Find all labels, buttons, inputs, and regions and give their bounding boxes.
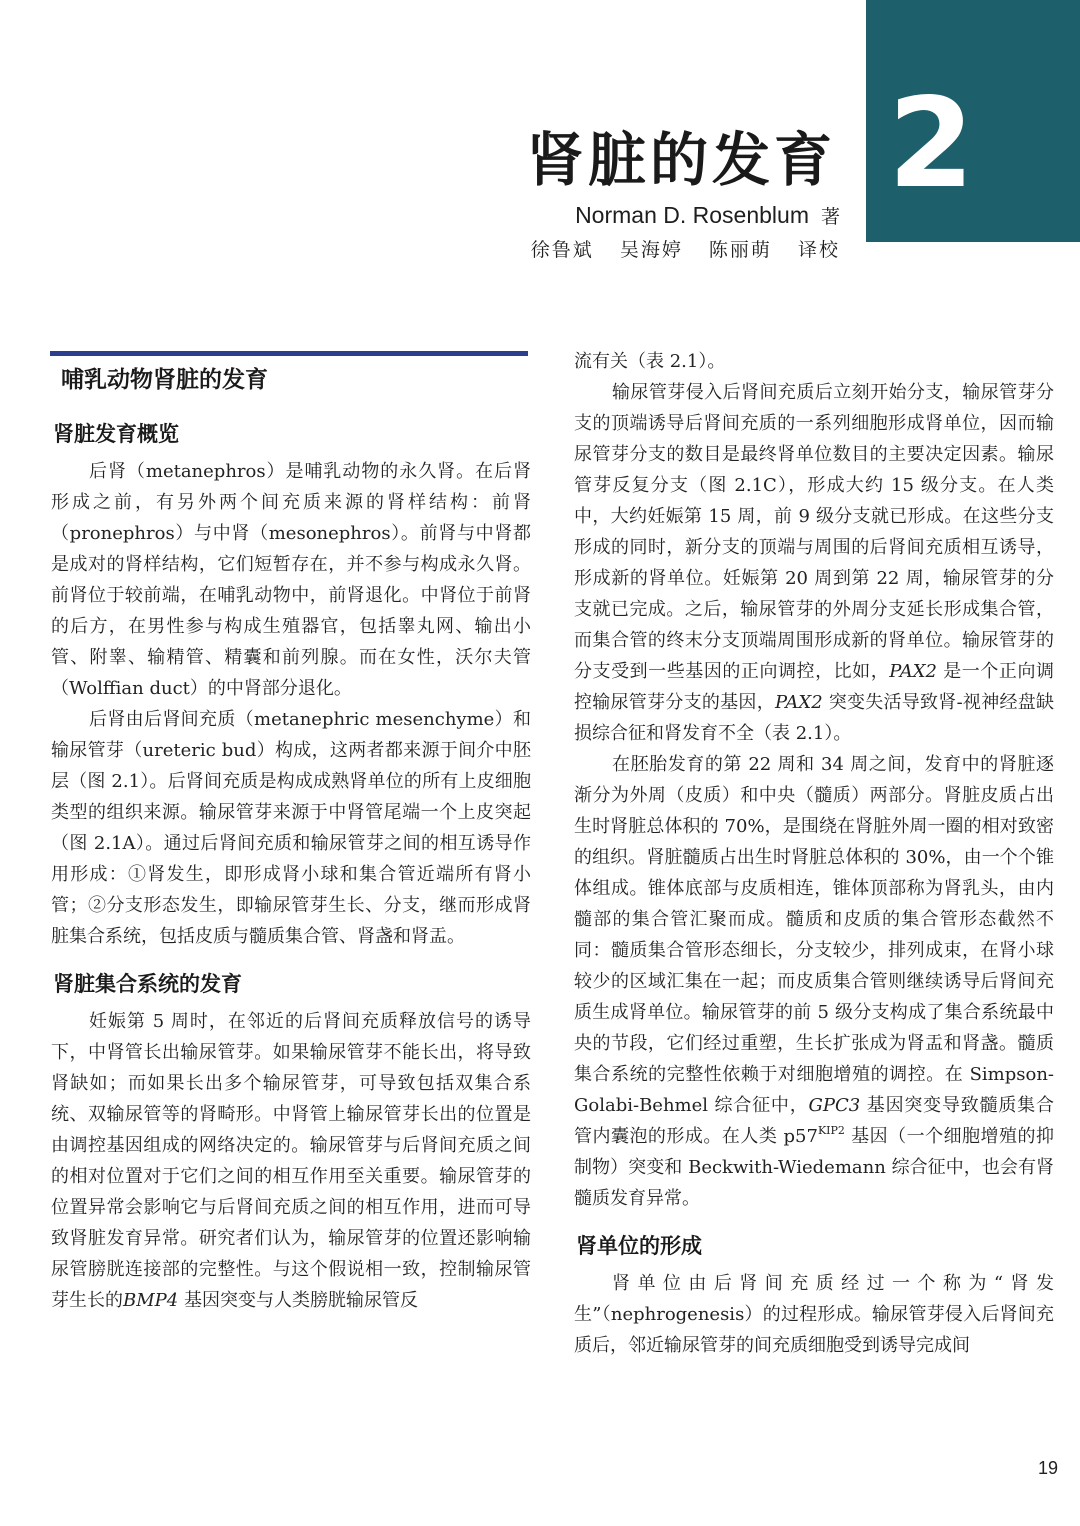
gene-name: PAX2: [889, 661, 937, 682]
author-role: 著: [820, 206, 840, 228]
paragraph: 在胚胎发育的第 22 周和 34 周之间，发育中的肾脏逐渐分为外周（皮质）和中央（髓质）两部分。肾脏皮质占出生时肾脏总体积的 70%，是围绕在肾脏外周一圈的相对致密的组织。肾脏髓质占出生时肾脏总体积的 30%，由一个个锥体组成。锥体底部与皮质相连，锥体顶部称为肾乳头，由内髓部的集合管汇聚而成。髓质和皮质的集合管形态截然不同：髓质集合管形态细长，分支较少，排列成束，在肾小球较少的区域汇集在一起；而皮质集合管则继续诱导后肾间充质生成肾单位。输尿管芽的前 5 级分支构成了集合系统最中央的节段，它们经过重塑，生长扩张成为肾盂和肾盏。髓质集合系统的完整性依赖于对细胞增殖的调控。在 Simpson-Golabi-Behmel 综合征中，GPC3 基因突变导致髓质集合管内囊泡的形成。在人类 $p57^{KIP2}$ 基因（一个细胞增殖的抑制物）突变和 Beckwith-Wiedemann 综合征中，也会有肾髓质发育异常。: [574, 754, 1054, 1209]
chapter-number: 2: [888, 72, 975, 216]
translator-name: 吴海婷: [619, 239, 683, 261]
page-number: 19: [1037, 1458, 1058, 1478]
translator-name: 徐鲁斌: [530, 239, 594, 261]
paragraph: 后肾（metanephros）是哺乳动物的永久肾。在后肾形成之前，有另外两个间充质来源的肾样结构：前肾（pronephros）与中肾（mesonephros）。前肾与中肾都是成对的肾样结构，它们短暂存在，并不参与构成永久肾。前肾位于较前端，在哺乳动物中，前肾退化。中肾位于前肾的后方，在男性参与构成生殖器官，包括睾丸网、输出小管、附睾、输精管、精囊和前列腺。而在女性，沃尔夫管（Wolffian duct）的中肾部分退化。: [51, 461, 531, 699]
paragraph: 肾单位由后肾间充质经过一个称为“肾发生”（nephrogenesis）的过程形成。输尿管芽侵入后肾间充质后，邻近输尿管芽的间充质细胞受到诱导完成间: [574, 1273, 1054, 1356]
author-line: [575, 200, 840, 232]
subsection-heading-collecting-system: 肾脏集合系统的发育: [53, 972, 242, 996]
subsection-heading-overview: 肾脏发育概览: [53, 422, 179, 446]
gene-name: GPC3: [808, 1095, 861, 1116]
left-column: [51, 358, 531, 1316]
paragraph: 后肾由后肾间充质（metanephric mesenchyme）和输尿管芽（ureteric bud）构成，这两者都来源于间介中胚层（图 2.1）。后肾间充质是构成成熟肾单位的所有上皮细胞类型的组织来源。输尿管芽来源于中肾管尾端一个上皮突起（图 2.1A）。通过后肾间充质和输尿管芽之间的相互诱导作用形成：①肾发生，即形成肾小球和集合管近端所有肾小管；②分支形态发生，即输尿管芽生长、分支，继而形成肾脏集合系统，包括皮质与髓质集合管、肾盏和肾盂。: [51, 709, 531, 947]
section-heading: 哺乳动物肾脏的发育: [61, 367, 268, 393]
gene-name: BMP4: [123, 1290, 179, 1311]
superscript: KIP2: [817, 1124, 845, 1137]
chapter-title: 肾脏的发育: [525, 126, 836, 194]
translators-line: [513, 236, 840, 264]
translator-name: 陈丽萌: [708, 239, 772, 261]
paragraph: 妊娠第 5 周时，在邻近的后肾间充质释放信号的诱导下，中肾管长出输尿管芽。如果输尿管芽不能长出，将导致肾缺如；而如果长出多个输尿管芽，可导致包括双集合系统、双输尿管等的肾畸形。中肾管上输尿管芽长出的位置是由调控基因组成的网络决定的。输尿管芽与后肾间充质之间的相对位置对于它们之间的相互作用至关重要。输尿管芽的位置异常会影响它与后肾间充质之间的相互作用，进而可导致肾脏发育异常。研究者们认为，输尿管芽的位置还影响输尿管膀胱连接部的完整性。与这个假说相一致，控制输尿管芽生长的BMP4 基因突变与人类膀胱输尿管反: [51, 1011, 531, 1311]
paragraph: 输尿管芽侵入后肾间充质后立刻开始分支，输尿管芽分支的顶端诱导后肾间充质的一系列细胞形成肾单位，因而输尿管芽分支的数目是最终肾单位数目的主要决定因素。输尿管芽反复分支（图 2.1C），形成大约 15 级分支。在人类中，大约妊娠第 15 周，前 9 级分支就已形成。在这些分支形成的同时，新分支的顶端与周围的后肾间充质相互诱导，形成新的肾单位。妊娠第 20 周到第 22 周，输尿管芽的分支就已完成。之后，输尿管芽的外周分支延长形成集合管，而集合管的终末分支顶端周围形成新的肾单位。输尿管芽的分支受到一些基因的正向调控，比如，PAX2 是一个正向调控输尿管芽分支的基因，PAX2 突变失活导致肾-视神经盘缺损综合征和肾发育不全（表 2.1）。: [574, 382, 1055, 744]
subsection-heading-nephron: 肾单位的形成: [576, 1234, 702, 1258]
section-divider: [50, 351, 528, 356]
paragraph-continuation: 流有关（表 2.1）。: [574, 351, 726, 372]
translators-role: 译校: [797, 239, 840, 261]
gene-name: PAX2: [774, 692, 823, 713]
author-name: Norman D. Rosenblum: [575, 202, 809, 228]
right-column: [574, 346, 1054, 1361]
